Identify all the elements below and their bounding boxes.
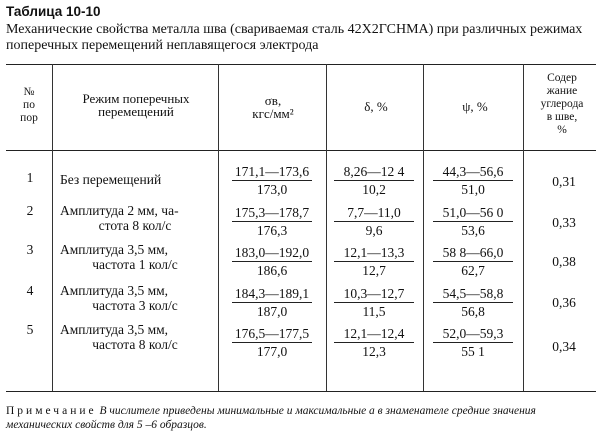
carbon-value: 0,38 (552, 254, 576, 269)
carbon-value: 0,31 (552, 174, 576, 189)
carbon-value: 0,36 (552, 295, 576, 310)
row-mode: Амплитуда 3,5 мм, частота 1 кол/с (60, 242, 178, 272)
row-number: 3 (26, 242, 34, 257)
delta-value: $\frac{10,3—12,7}{11,5}$ (334, 286, 414, 319)
note-label: Примечание (6, 405, 97, 417)
sigma-value: $\frac{176,5—177,5}{177,0}$ (232, 326, 312, 359)
header-psi: ψ, % (462, 99, 488, 114)
sigma-value: $\frac{183,0—192,0}{186,6}$ (232, 245, 312, 278)
header-bottom-rule (6, 150, 596, 151)
row-number: 2 (26, 203, 34, 218)
row-number: 5 (26, 322, 34, 337)
psi-value: $\frac{54,5—58,8}{56,8}$ (433, 286, 513, 319)
carbon-value: 0,33 (552, 215, 576, 230)
table-caption: Механические свойства металла шва (свариваемая сталь 42Х2ГСНМА) при различных режимах поперечных перемещений неплавящегося электрода (6, 22, 583, 53)
header-sigma: σв, кгс/мм² (252, 93, 294, 121)
header-number: № по пор (20, 86, 38, 124)
delta-value: $\frac{12,1—13,3}{12,7}$ (334, 245, 414, 278)
row-mode: Амплитуда 3,5 мм, частота 3 кол/с (60, 283, 178, 313)
psi-value: $\frac{44,3—56,6}{51,0}$ (433, 164, 513, 197)
sigma-value: $\frac{171,1—173,6}{173,0}$ (232, 164, 312, 197)
row-mode: Без перемещений (60, 172, 162, 187)
psi-value: $\frac{51,0—56 0}{53,6}$ (433, 205, 513, 238)
table-note (6, 404, 600, 432)
table-bottom-rule (6, 391, 596, 392)
header-top-rule (6, 64, 596, 65)
delta-value: $\frac{12,1—12,4}{12,3}$ (334, 326, 414, 359)
header-mode: Режим поперечных перемещений (82, 91, 190, 119)
column-divider (326, 64, 327, 391)
header-carbon: Содер жание углерода в шве, % (540, 72, 584, 136)
sigma-value: $\frac{175,3—178,7}{176,3}$ (232, 205, 312, 238)
row-mode: Амплитуда 3,5 мм, частота 8 кол/с (60, 322, 178, 352)
column-divider (523, 64, 524, 391)
psi-value: $\frac{52,0—59,3}{55 1}$ (433, 326, 513, 359)
column-divider (423, 64, 424, 391)
sigma-value: $\frac{184,3—189,1}{187,0}$ (232, 286, 312, 319)
column-divider (218, 64, 219, 391)
psi-value: $\frac{58 8—66,0}{62,7}$ (433, 245, 513, 278)
carbon-value: 0,34 (552, 339, 576, 354)
delta-value: $\frac{7,7—11,0}{9,6}$ (334, 205, 414, 238)
table-title: Таблица 10-10 (6, 4, 101, 19)
header-delta: δ, % (364, 99, 388, 114)
note-text: В числителе приведены минимальные и максимальные а в знаменателе средние значения механических свойств для 5 –6 образцов. (6, 405, 536, 431)
column-divider (52, 64, 53, 391)
row-number: 4 (26, 283, 34, 298)
delta-value: $\frac{8,26—12 4}{10,2}$ (334, 164, 414, 197)
row-number: 1 (26, 170, 34, 185)
row-mode: Амплитуда 2 мм, ча- стота 8 кол/с (60, 203, 179, 233)
